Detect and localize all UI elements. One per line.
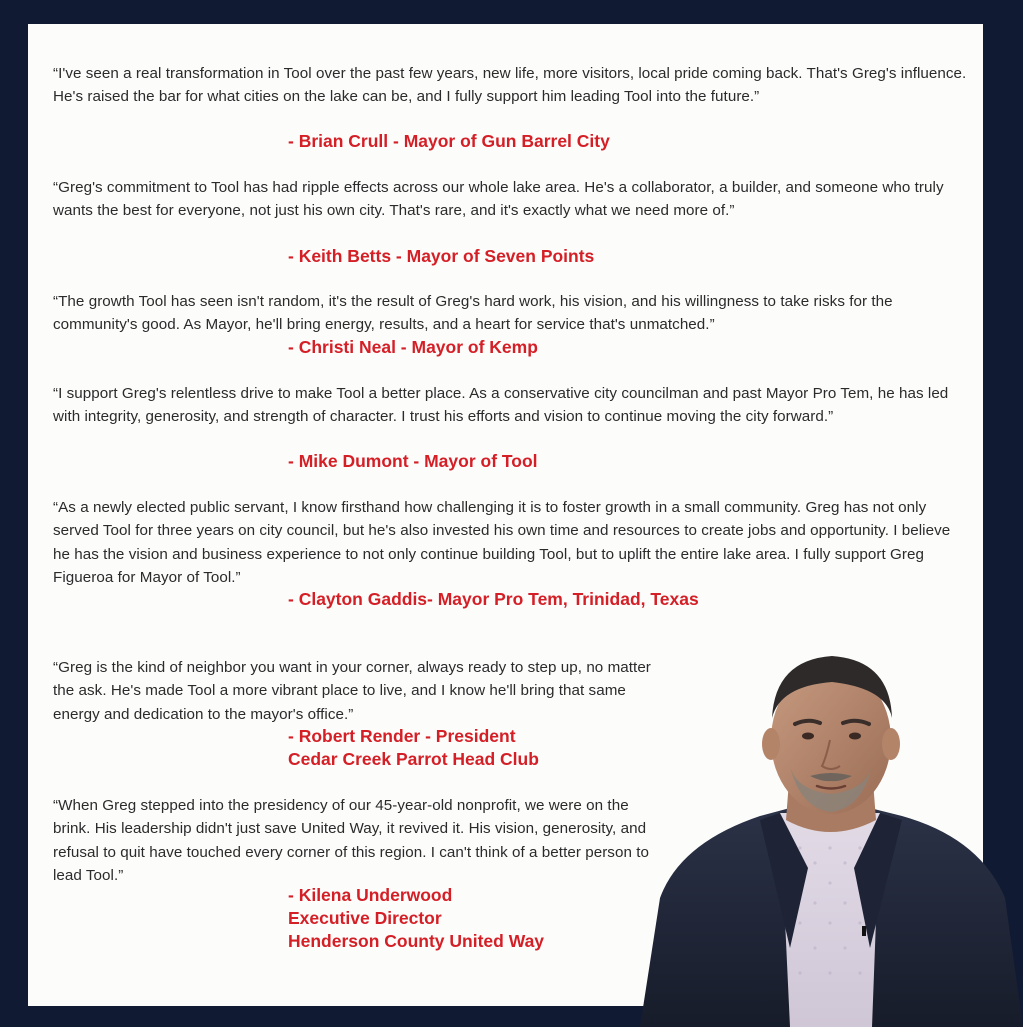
- testimonial-attribution: - Clayton Gaddis- Mayor Pro Tem, Trinidad, Texas: [288, 589, 699, 609]
- testimonial-quote: “I've seen a real transformation in Tool over the past few years, new life, more visitors, local pride coming back. That's Greg's influence. He's raised the bar for what cities on the lake can be, and I fully support him leading Tool into the future.”: [53, 65, 967, 106]
- testimonial-attribution: [288, 884, 544, 953]
- testimonial-quote: “Greg's commitment to Tool has had ripple effects across our whole lake area. He's a collaborator, a builder, and someone who truly wants the best for everyone, not just his own city. That's rare, and it's exactly what we need more of.”: [53, 179, 944, 220]
- testimonial-attribution: [288, 725, 539, 771]
- attribution-line: - Kilena Underwood: [288, 885, 453, 905]
- testimonial-attribution: - Mike Dumont - Mayor of Tool: [288, 451, 538, 471]
- testimonial-quote: “As a newly elected public servant, I know firsthand how challenging it is to foster growth in a small community. Greg has not only served Tool for three years on city council, but he's also invested his own time and resources to create jobs and opportunity. I believe he has the vision and business experience to not only continue building Tool, but to uplift the entire lake area. I fully support Greg Figueroa for Mayor of Tool.”: [53, 499, 951, 586]
- attribution-line: Executive Director: [288, 908, 442, 928]
- candidate-portrait: [640, 648, 1023, 1027]
- attribution-line: - Robert Render - President: [288, 726, 516, 746]
- attribution-line: Cedar Creek Parrot Head Club: [288, 749, 539, 769]
- attribution-line: Henderson County United Way: [288, 931, 545, 951]
- testimonial-attribution: - Keith Betts - Mayor of Seven Points: [288, 246, 595, 266]
- testimonial-quote: “The growth Tool has seen isn't random, it's the result of Greg's hard work, his vision, and his willingness to take risks for the community's good. As Mayor, he'll bring energy, results, and a heart for service that's unmatched.”: [53, 293, 893, 334]
- testimonial-quote: “When Greg stepped into the presidency of our 45-year-old nonprofit, we were on the brink. His leadership didn't just save United Way, it revived it. His vision, generosity, and refusal to quit have touched every corner of this region. I can't think of a better person to lead Tool.”: [53, 797, 649, 884]
- testimonial-quote: “I support Greg's relentless drive to make Tool a better place. As a conservative city councilman and past Mayor Pro Tem, he has led with integrity, generosity, and strength of character. I trust his efforts and vision to continue moving the city forward.”: [53, 385, 949, 426]
- testimonial-attribution: - Brian Crull - Mayor of Gun Barrel City: [288, 131, 610, 151]
- testimonial-attribution: - Christi Neal - Mayor of Kemp: [288, 337, 538, 357]
- testimonial-quote: “Greg is the kind of neighbor you want in your corner, always ready to step up, no matter the ask. He's made Tool a more vibrant place to live, and I know he'll bring that same energy and dedication to the mayor's office.”: [53, 659, 651, 723]
